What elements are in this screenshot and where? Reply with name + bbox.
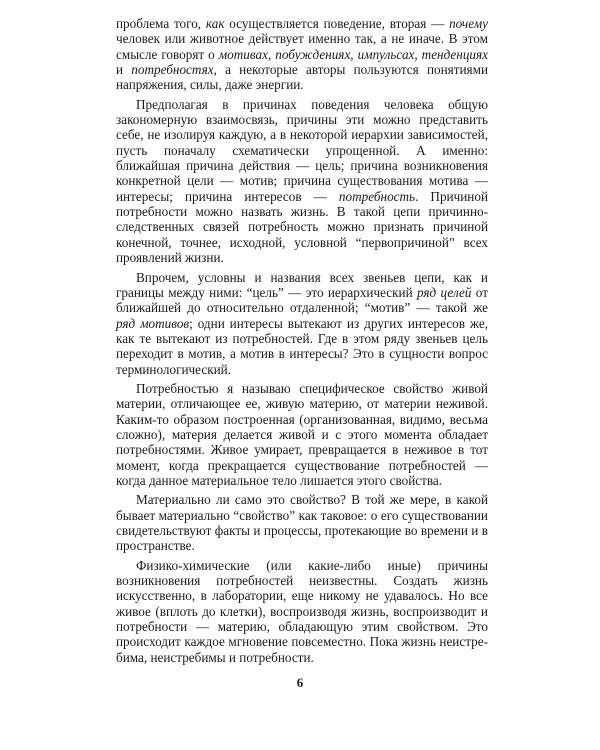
- paragraph-3: [116, 270, 488, 377]
- italic-text: ряд мотивов: [116, 315, 190, 331]
- text-run: и: [116, 62, 132, 78]
- italic-text: почему: [449, 16, 488, 31]
- text-run: Материально ли само это свойство? В той же мере, в какой бывает материально “свойство” как таковое: о его существовании свидетельствуют факты и процессы, протекающие во времени и в пространстве.: [116, 492, 488, 554]
- paragraph-5: [116, 492, 488, 553]
- text-run: , а некоторые авторы пользуются понятиями напряжения, силы, даже энергии.: [116, 62, 489, 93]
- paragraph-4: [116, 381, 488, 488]
- text-run: осуществляется поведение, вторая —: [224, 16, 450, 31]
- italic-text: как: [205, 16, 225, 31]
- text-run: Потребностью я называю специфическое свойство живой материи, отличающее ее, живую материю, от материи неживой. Каким-то образом построенная (организованная, видимо, весьма сложно), материя делается живой и с этого момента обладает потребностями. Живое умирает, превращается в неживое в тот момент, когда прекращается существование потребностей — когда данное материальное тело лишается этого свойства.: [116, 380, 488, 488]
- page-number: 6: [296, 675, 304, 690]
- page-body: [116, 16, 488, 665]
- paragraph-6: [116, 558, 488, 665]
- text-run: от ближайшей до относительно отдаленной; “мотив” — такой же: [116, 284, 488, 316]
- text-run: Впрочем, условны и названия всех звеньев цепи, как и границы между ними: “цель” — это иерархический: [116, 269, 488, 300]
- text-run: . Причиной потребности можно назвать жизнь. В такой цепи причинно-следственных связей потребность можно признать причиной конечной, точнее, исходной, условной “первопричиной” всех проявлений жизни.: [116, 188, 489, 266]
- italic-text: мотивах, побуждениях, импульсах, тенденциях: [218, 46, 488, 62]
- italic-text: потребностях: [131, 62, 214, 78]
- paragraph-2: [116, 97, 488, 266]
- text-run: человек или животное действует именно так, а не иначе. В этом смысле говорят о: [116, 31, 488, 62]
- text-run: проблема того,: [116, 16, 206, 31]
- text-run: ; одни интересы вытекают из других интересов же, как те вытекают из потребностей. Где в этом ряду звеньев цель переходит в мотив, а мотив в интересы? Это в сущности вопрос терминологический.: [116, 315, 488, 377]
- italic-text: ряд целей: [416, 284, 472, 300]
- italic-text: потребность: [338, 188, 416, 204]
- paragraph-1: [116, 16, 488, 93]
- text-run: Предполагая в причинах поведения человека общую закономерную взаимосвязь, причины эти можно представить себе, не изолируя каждую, а в некоторой иерархии зависимостей, пусть поначалу схематически упрощенной. А именно: ближайшая причина действия — цель; причина возникновения конкретной цели — мотив; причина существования мотива — интересы; причина интересов —: [116, 96, 488, 204]
- text-run: Физико-химические (или какие-либо иные) причины возникновения потребностей неизвестны. Создать жизнь искусственно, в лаборатории, еще никому не удавалось. Но все живое (вплоть до клетки), воспроизводя жизнь, воспроизводит и потребности — материю, обладающую этим свойством. Это происходит каждое мгновение повсеместно. Пока жизнь неистребима, неистребимы и потребности.: [116, 557, 488, 665]
